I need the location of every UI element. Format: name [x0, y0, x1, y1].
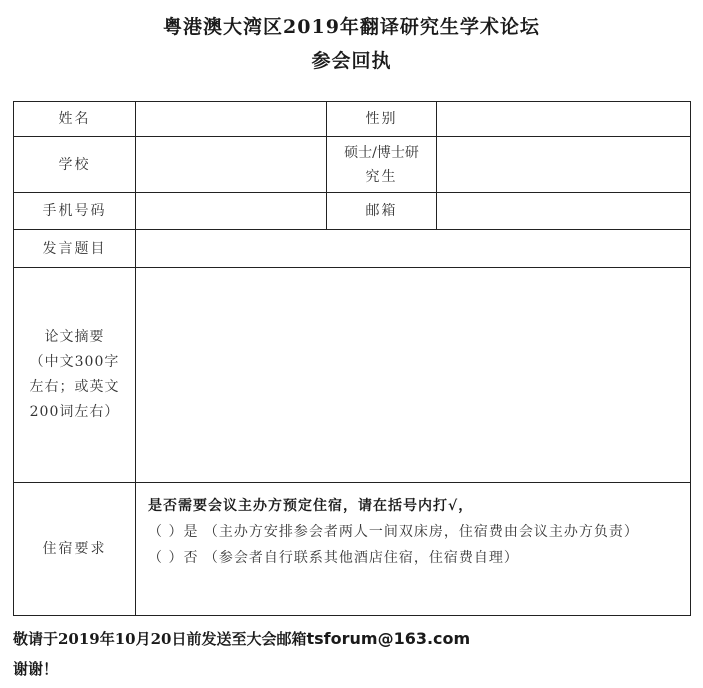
page-title: 粤港澳大湾区2019年翻译研究生学术论坛 [163, 16, 540, 38]
lodging-options [136, 483, 691, 616]
registration-form-table [13, 101, 691, 616]
name-field[interactable] [136, 102, 327, 137]
submission-note-text: 敬请于2019年10月20日前发送至大会邮箱 [13, 630, 307, 648]
page-subtitle: 参会回执 [311, 50, 392, 72]
degree-field[interactable] [437, 137, 691, 193]
thanks-note: 谢谢！ [13, 660, 59, 678]
name-label: 姓名 [14, 102, 136, 137]
email-label: 邮箱 [327, 193, 437, 230]
abstract-label-line1: 论文摘要 [44, 329, 105, 345]
submission-note [13, 628, 470, 649]
abstract-label-line2: （中文300字 [29, 354, 120, 370]
phone-field[interactable] [136, 193, 327, 230]
lodging-label: 住宿要求 [14, 483, 136, 616]
table-row [14, 137, 691, 193]
abstract-label-line3: 左右；或英文 [29, 379, 120, 395]
school-label: 学校 [14, 137, 136, 193]
topic-field[interactable] [136, 230, 691, 268]
gender-label: 性别 [327, 102, 437, 137]
contact-email: tsforum@163.com [306, 629, 471, 648]
degree-label-line2: 究生 [365, 168, 398, 185]
school-field[interactable] [136, 137, 327, 193]
lodging-option-yes[interactable]: （ ）是 （主办方安排参会者两人一间双床房，住宿费由会议主办方负责） [148, 524, 639, 540]
degree-label-line1: 硕士/博士研 [344, 144, 419, 161]
table-row [14, 102, 691, 137]
topic-label: 发言题目 [14, 230, 136, 268]
abstract-field[interactable] [136, 268, 691, 483]
table-row [14, 483, 691, 616]
table-row [14, 193, 691, 230]
gender-field[interactable] [437, 102, 691, 137]
table-row [14, 230, 691, 268]
table-row [14, 268, 691, 483]
lodging-question: 是否需要会议主办方预定住宿，请在括号内打√， [148, 498, 474, 514]
email-field[interactable] [437, 193, 691, 230]
abstract-label-line4: 200词左右） [29, 404, 120, 420]
lodging-option-no[interactable]: （ ）否 （参会者自行联系其他酒店住宿，住宿费自理） [148, 550, 519, 566]
degree-label [327, 137, 437, 193]
phone-label: 手机号码 [14, 193, 136, 230]
abstract-label [14, 268, 136, 483]
